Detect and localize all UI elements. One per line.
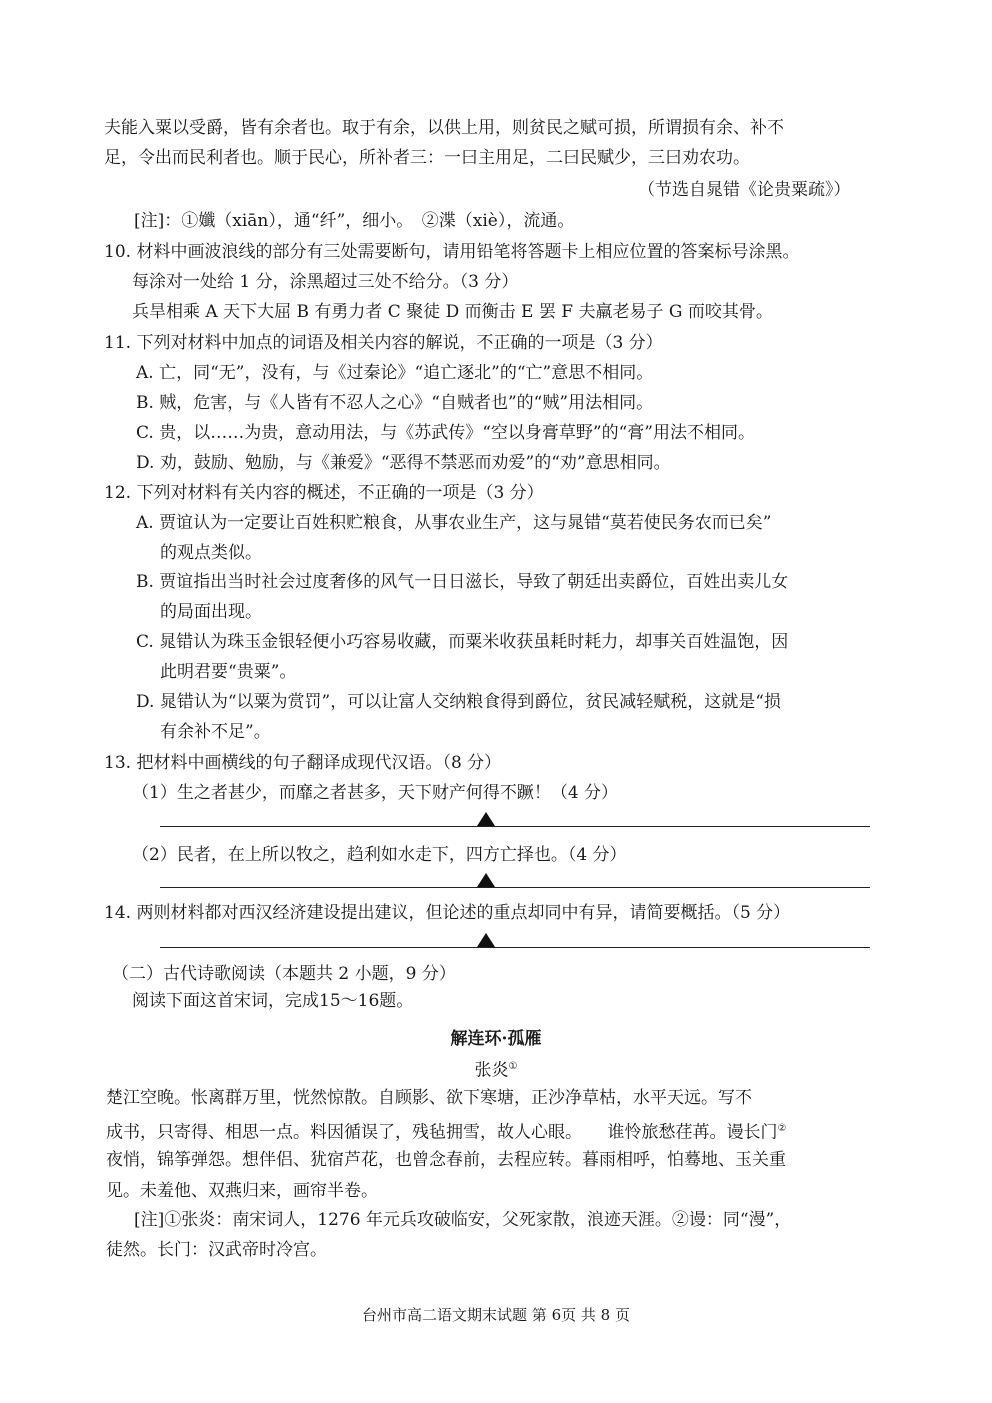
poem-line-4: 见。未羞他、双燕归来，画帘半卷。 <box>106 1181 378 1201</box>
q12-option-a-line-1: A. 贾谊认为一定要让百姓积贮粮食，从事农业生产，这与晁错“莫若使民务农而已矣” <box>136 513 772 533</box>
q11-stem: 11. 下列对材料中加点的词语及相关内容的解说，不正确的一项是（3 分） <box>104 333 663 353</box>
q11-option-c: C. 贵，以……为贵，意动用法，与《苏武传》“空以身膏草野”的“膏”用法不相同。 <box>136 423 755 443</box>
section-intro: 阅读下面这首宋词，完成15～16题。 <box>132 991 414 1011</box>
q12-option-d-line-1: D. 晁错认为“以粟为赏罚”，可以让富人交纳粮食得到爵位，贫民减轻赋税，这就是“损 <box>136 692 781 712</box>
q10-stem-line-2: 每涂对一处给 1 分，涂黑超过三处不给分。（3 分） <box>132 272 519 292</box>
q13-sentence-2: （2）民者，在上所以牧之，趋利如水走下，四方亡择也。（4 分） <box>132 845 627 865</box>
q12-option-c-line-2: 此明君要“贵粟”。 <box>160 662 297 682</box>
poem-line-2-text: 成书，只寄得、相思一点。料因循误了，残毡拥雪，故人心眼。 谁怜旅愁荏苒。谩长门 <box>106 1122 778 1143</box>
poem-note-line-2: 徒然。长门：汉武帝时冷宫。 <box>106 1240 327 1260</box>
poem-title: 解连环·孤雁 <box>450 1029 542 1049</box>
q11-option-a: A. 亡，同“无”，没有，与《过秦论》“追亡逐北”的“亡”意思不相同。 <box>136 363 654 383</box>
q11-option-d: D. 劝，鼓励、勉励，与《兼爱》“恶得不禁恶而劝爱”的“劝”意思相同。 <box>136 453 671 473</box>
passage-line-2: 足，令出而民利者也。顺于民心，所补者三：一曰主用足，二曰民赋少，三曰劝农功。 <box>104 148 750 168</box>
poem-author <box>0 1055 992 1083</box>
passage-source: （节选自晁错《论贵粟疏》） <box>638 180 851 200</box>
answer-line <box>160 887 870 888</box>
page-footer: 台州市高二语文期末试题 第 6页 共 8 页 <box>362 1306 630 1324</box>
q12-option-d-line-2: 有余补不足”。 <box>160 722 271 742</box>
poem-note-line-1: [注]①张炎：南宋词人，1276 年元兵攻破临安，父死家散，浪迹天涯。②谩：同“漫”， <box>134 1210 792 1230</box>
poem-line-1: 楚江空晚。怅离群万里，恍然惊散。自顾影、欲下寒塘，正沙净草枯，水平天远。写不 <box>106 1088 752 1108</box>
q14-stem: 14. 两则材料都对西汉经济建设提出建议，但论述的重点却同中有异，请简要概括。（5 分） <box>104 903 791 923</box>
answer-marker-icon <box>477 812 495 826</box>
poem-author-name: 张炎 <box>474 1060 509 1081</box>
passage-note: [注]：①孅（xiān），通“纤”，细小。 ②渫（xiè），流通。 <box>134 211 575 231</box>
poem-line-2-note-mark: ② <box>777 1123 787 1134</box>
q12-option-b-line-1: B. 贾谊指出当时社会过度奢侈的风气一日日滋长，导致了朝廷出卖爵位，百姓出卖儿女 <box>136 572 789 592</box>
poem-line-2 <box>106 1117 786 1145</box>
answer-line <box>160 826 870 827</box>
section-title: （二）古代诗歌阅读（本题共 2 小题，9 分） <box>112 964 456 984</box>
poem-author-note-mark: ① <box>508 1061 518 1072</box>
q12-option-b-line-2: 的局面出现。 <box>160 602 262 622</box>
q12-option-c-line-1: C. 晁错认为珠玉金银轻便小巧容易收藏，而粟米收获虽耗时耗力，却事关百姓温饱，因 <box>136 632 789 652</box>
q11-option-b: B. 贼，危害，与《人皆有不忍人之心》“自贼者也”的“贼”用法相同。 <box>136 393 654 413</box>
q10-sentence: 兵旱相乘 A 天下大屈 B 有勇力者 C 聚徒 D 而衡击 E 罢 F 夫羸老易子 G 而咬其骨。 <box>132 302 773 322</box>
answer-marker-icon <box>477 933 495 947</box>
q12-stem: 12. 下列对材料有关内容的概述，不正确的一项是（3 分） <box>104 483 544 503</box>
passage-line-1: 夫能入粟以受爵，皆有余者也。取于有余，以供上用，则贫民之赋可损，所谓损有余、补不 <box>104 118 784 138</box>
poem-line-3: 夜悄，锦筝弹怨。想伴侣、犹宿芦花，也曾念春前，去程应转。暮雨相呼，怕蓦地、玉关重 <box>106 1150 786 1170</box>
q13-stem: 13. 把材料中画横线的句子翻译成现代汉语。（8 分） <box>104 753 502 773</box>
answer-line <box>160 947 870 948</box>
q10-stem-line-1: 10. 材料中画波浪线的部分有三处需要断句，请用铅笔将答题卡上相应位置的答案标号涂黑。 <box>104 242 800 262</box>
q13-sentence-1: （1）生之者甚少，而靡之者甚多，天下财产何得不蹶！（4 分） <box>132 783 619 803</box>
answer-marker-icon <box>477 873 495 887</box>
q12-option-a-line-2: 的观点类似。 <box>160 543 262 563</box>
